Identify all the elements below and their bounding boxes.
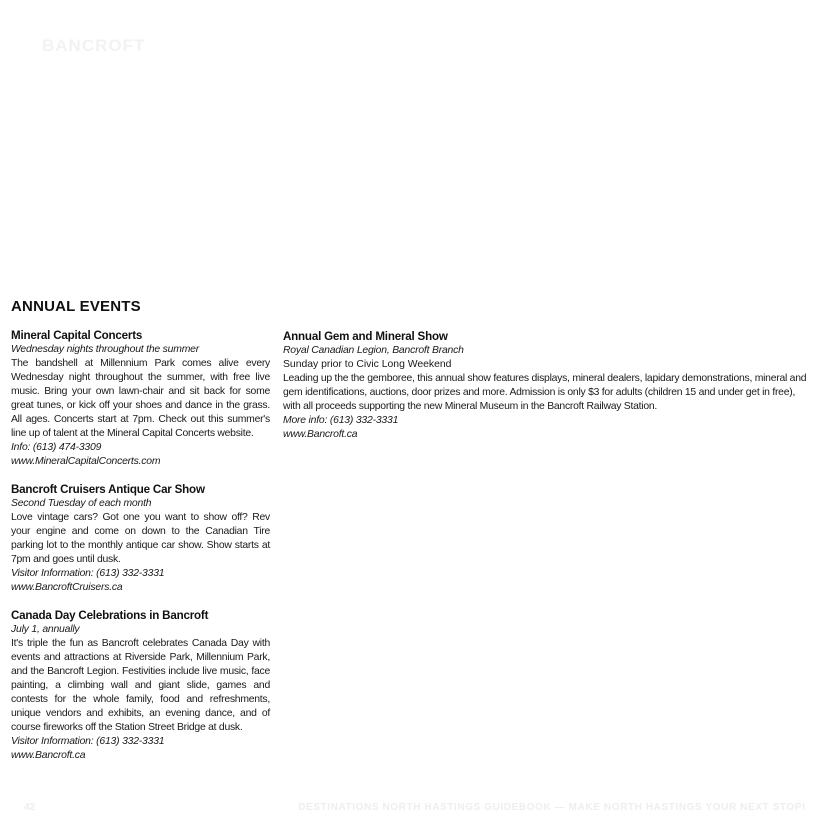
event-canada-day [11, 608, 270, 763]
event-description: It's triple the fun as Bancroft celebrates Canada Day with events and attractions at Riverside Park, Millennium Park, and the Bancroft Legion. Festivities include live music, face painting, a climbing wall and giant slide, games and contests for the whole family, food and refreshments, unique vendors and exhibits, an evening dance, and of course fireworks off the Station Street Bridge at dusk. [11, 638, 270, 733]
event-info: Visitor Information: (613) 332-3331 [11, 736, 165, 747]
section-title: ANNUAL EVENTS [11, 298, 141, 315]
footer-text: DESTINATIONS NORTH HASTINGS GUIDEBOOK — MAKE NORTH HASTINGS YOUR NEXT STOP! [298, 802, 806, 813]
event-title: Bancroft Cruisers Antique Car Show [11, 483, 205, 496]
page-number: 42 [24, 802, 36, 813]
event-info: More info: (613) 332-3331 [283, 415, 399, 426]
event-gem-mineral-show [283, 329, 813, 442]
event-subtitle: July 1, annually [11, 624, 80, 635]
event-url[interactable]: www.Bancroft.ca [11, 750, 86, 761]
event-info: Visitor Information: (613) 332-3331 [11, 568, 165, 579]
event-mineral-capital-concerts [11, 328, 270, 469]
event-description: Love vintage cars? Got one you want to show off? Rev your engine and come on down to the Canadian Tire parking lot to the monthly antique car show. Show starts at 7pm and goes until dusk. [11, 512, 270, 565]
event-url[interactable]: www.Bancroft.ca [283, 429, 358, 440]
header-title: BANCROFT [42, 36, 146, 55]
event-url[interactable]: www.MineralCapitalConcerts.com [11, 456, 161, 467]
event-subtitle: Second Tuesday of each month [11, 498, 152, 509]
event-subtitle: Wednesday nights throughout the summer [11, 344, 200, 355]
event-bancroft-cruisers [11, 482, 270, 595]
event-date: Sunday prior to Civic Long Weekend [283, 359, 452, 370]
event-title: Mineral Capital Concerts [11, 329, 143, 342]
events-right-column [283, 329, 813, 455]
event-title: Canada Day Celebrations in Bancroft [11, 609, 209, 622]
event-description: Leading up the the gemboree, this annual show features displays, mineral dealers, lapidary demonstrations, mineral and gem identifications, auctions, door prizes and more. Admission is only $3 for adults (children 15 and under get in free), with all proceeds supporting the new Mineral Museum in the Bancroft Railway Station. [283, 373, 807, 412]
events-left-column [11, 328, 270, 776]
event-info: Info: (613) 474-3309 [11, 442, 102, 453]
event-url[interactable]: www.BancroftCruisers.ca [11, 582, 123, 593]
event-description: The bandshell at Millennium Park comes alive every Wednesday night throughout the summer, with free live music. Bring your own lawn-chair and sit back for some great tunes, or kick off your shoes and dance in the grass. All ages. Concerts start at 7pm. Check out this summer's line up of talent at the Mineral Capital Concerts website. [11, 358, 270, 439]
event-subtitle: Royal Canadian Legion, Bancroft Branch [283, 345, 464, 356]
event-title: Annual Gem and Mineral Show [283, 330, 448, 343]
